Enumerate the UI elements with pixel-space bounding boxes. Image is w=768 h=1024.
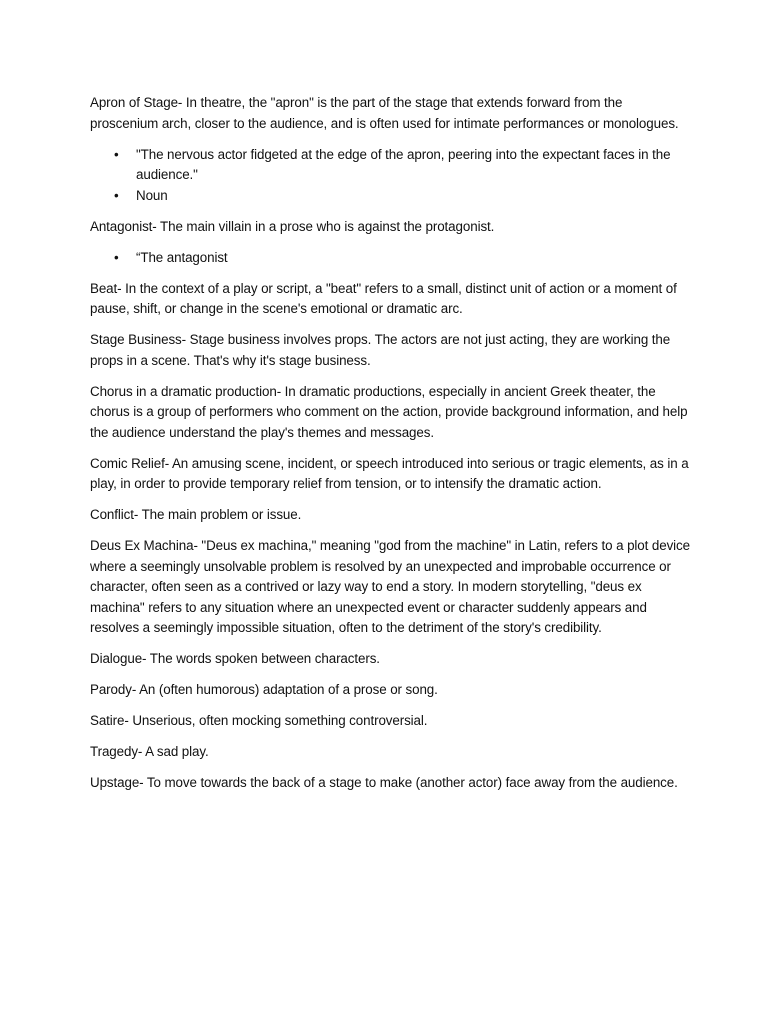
entry-beat: Beat- In the context of a play or script, a "beat" refers to a small, distinct unit of action or a moment of pause, shift, or change in the scene's emotional or dramatic arc. bbox=[90, 280, 677, 316]
entry-conflict: Conflict- The main problem or issue. bbox=[90, 507, 302, 522]
bullet-text: “The antagonist bbox=[136, 249, 228, 265]
entry-satire: Satire- Unserious, often mocking something controversial. bbox=[90, 713, 428, 728]
entry-tragedy: Tragedy- A sad play. bbox=[90, 744, 209, 759]
entry-chorus: Chorus in a dramatic production- In dramatic productions, especially in ancient Greek theater, the chorus is a group of performers who comment on the action, provide background information, and help the audience understand the play's themes and messages. bbox=[90, 383, 688, 440]
bullet-icon: • bbox=[114, 146, 119, 162]
entry-apron-of-stage: Apron of Stage- In theatre, the "apron" is the part of the stage that extends forward from the proscenium arch, closer to the audience, and is often used for intimate performances or monologues. bbox=[90, 95, 679, 131]
antagonist-bullets bbox=[90, 248, 690, 269]
list-item bbox=[90, 248, 690, 269]
document-page bbox=[90, 93, 690, 804]
list-item bbox=[90, 145, 690, 186]
entry-parody: Parody- An (often humorous) adaptation of a prose or song. bbox=[90, 682, 438, 697]
bullet-icon: • bbox=[114, 187, 119, 203]
entry-dialogue: Dialogue- The words spoken between characters. bbox=[90, 651, 380, 666]
list-item bbox=[90, 186, 690, 207]
entry-stage-business: Stage Business- Stage business involves props. The actors are not just acting, they are working the props in a scene. That's why it's stage business. bbox=[90, 332, 671, 368]
entry-deus-ex-machina: Deus Ex Machina- "Deus ex machina," meaning "god from the machine" in Latin, refers to a plot device where a seemingly unsolvable problem is resolved by an unexpected and improbable occurrence or character, often seen as a contrived or lazy way to end a story. In modern storytelling, "deus ex machina" refers to any situation where an unexpected event or character suddenly appears and resolves a seemingly impossible situation, often to the detriment of the story's credibility. bbox=[90, 538, 690, 635]
bullet-text: "The nervous actor fidgeted at the edge of the apron, peering into the expectant faces in the audience." bbox=[136, 146, 671, 182]
entry-comic-relief: Comic Relief- An amusing scene, incident, or speech introduced into serious or tragic elements, as in a play, in order to provide temporary relief from tension, or to intensify the dramatic action. bbox=[90, 455, 689, 491]
bullet-icon: • bbox=[114, 249, 119, 265]
entry-antagonist: Antagonist- The main villain in a prose who is against the protagonist. bbox=[90, 218, 495, 234]
bullet-text: Noun bbox=[136, 187, 168, 203]
entry-upstage: Upstage- To move towards the back of a stage to make (another actor) face away from the audience. bbox=[90, 775, 678, 790]
apron-of-stage-bullets bbox=[90, 145, 690, 207]
